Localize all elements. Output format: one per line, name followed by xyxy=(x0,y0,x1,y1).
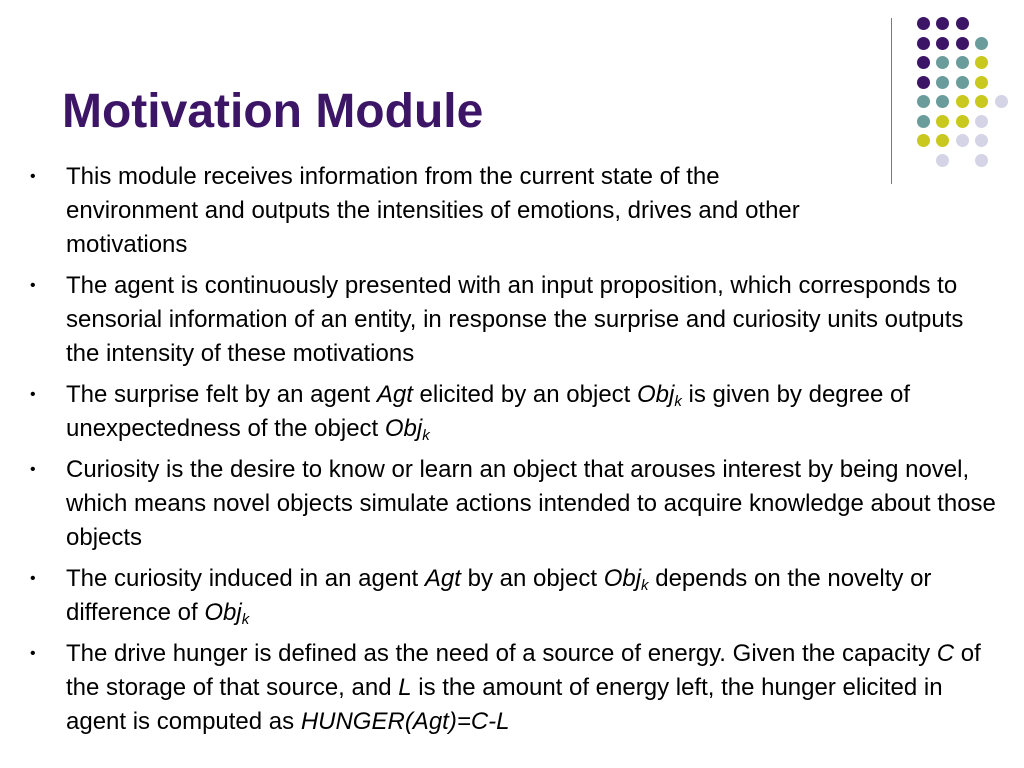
object-symbol: Obj$_k$ xyxy=(384,415,430,444)
object-symbol: Obj$_k$ xyxy=(637,381,682,410)
bullet-text: The drive hunger is defined as the need of a source of energy. Given the capacity C of the storage of that source, and L is the amount of energy left, the hunger elicited in agent is computed as HUNGER(Agt)=C-L xyxy=(66,640,981,735)
decorative-dot xyxy=(956,95,969,108)
bullet-item xyxy=(30,637,1000,739)
bullet-item xyxy=(30,562,1000,630)
capacity-symbol: C xyxy=(936,640,955,667)
bullet-marker: • xyxy=(30,645,36,662)
bullet-marker: • xyxy=(30,570,36,587)
hunger-formula: HUNGER(Agt)=C-L xyxy=(300,708,510,735)
bullet-item xyxy=(30,160,856,262)
decorative-dot xyxy=(936,37,949,50)
slide-title: Motivation Module xyxy=(62,85,484,138)
decorative-dot xyxy=(975,56,988,69)
decorative-dot xyxy=(917,115,930,128)
decorative-dot xyxy=(956,115,969,128)
object-symbol: Obj$_k$ xyxy=(204,599,250,628)
bullet-text: The surprise felt by an agent Agt elicited by an object Obj$_k$ is given by degree of unexpectedness of the object Obj$_k$ xyxy=(66,381,911,444)
bullet-item xyxy=(30,269,1000,371)
decorative-dot xyxy=(975,76,988,89)
bullet-text: The curiosity induced in an agent Agt by an object Obj$_k$ depends on the novelty or difference of Obj$_k$ xyxy=(66,565,932,628)
decorative-dot xyxy=(995,95,1008,108)
bullet-list xyxy=(30,160,1000,746)
decorative-dot xyxy=(936,17,949,30)
decorative-dot xyxy=(917,37,930,50)
decorative-dot xyxy=(936,134,949,147)
bullet-text: Curiosity is the desire to know or learn an object that arouses interest by being novel, which means novel objects simulate actions intended to acquire knowledge about those objects xyxy=(66,456,996,551)
decorative-dot xyxy=(956,37,969,50)
bullet-item xyxy=(30,378,1000,446)
decorative-dot xyxy=(917,95,930,108)
decorative-dot xyxy=(917,76,930,89)
decorative-dot xyxy=(917,17,930,30)
bullet-marker: • xyxy=(30,168,36,185)
decorative-dot xyxy=(956,76,969,89)
decorative-dot xyxy=(956,56,969,69)
bullet-text: This module receives information from the current state of the environment and outputs the intensities of emotions, drives and other motivations xyxy=(66,163,800,258)
decorative-dot xyxy=(936,95,949,108)
decorative-dot xyxy=(956,17,969,30)
decorative-dot xyxy=(936,115,949,128)
bullet-marker: • xyxy=(30,277,36,294)
decorative-dot xyxy=(975,37,988,50)
decorative-dot xyxy=(975,134,988,147)
decorative-dot xyxy=(936,76,949,89)
agent-symbol: Agt xyxy=(424,565,461,592)
bullet-item xyxy=(30,453,1000,555)
decorative-dot xyxy=(936,56,949,69)
decorative-dot xyxy=(917,56,930,69)
energy-symbol: L xyxy=(398,674,412,701)
agent-symbol: Agt xyxy=(376,381,413,408)
decorative-dot xyxy=(956,134,969,147)
bullet-marker: • xyxy=(30,461,36,478)
decorative-dot xyxy=(975,115,988,128)
bullet-text: The agent is continuously presented with an input proposition, which corresponds to sensorial information of an entity, in response the surprise and curiosity units outputs the intensity of these motivations xyxy=(66,272,964,367)
decorative-dot xyxy=(975,95,988,108)
decorative-dot xyxy=(917,134,930,147)
object-symbol: Obj$_k$ xyxy=(603,565,649,594)
bullet-marker: • xyxy=(30,386,36,403)
